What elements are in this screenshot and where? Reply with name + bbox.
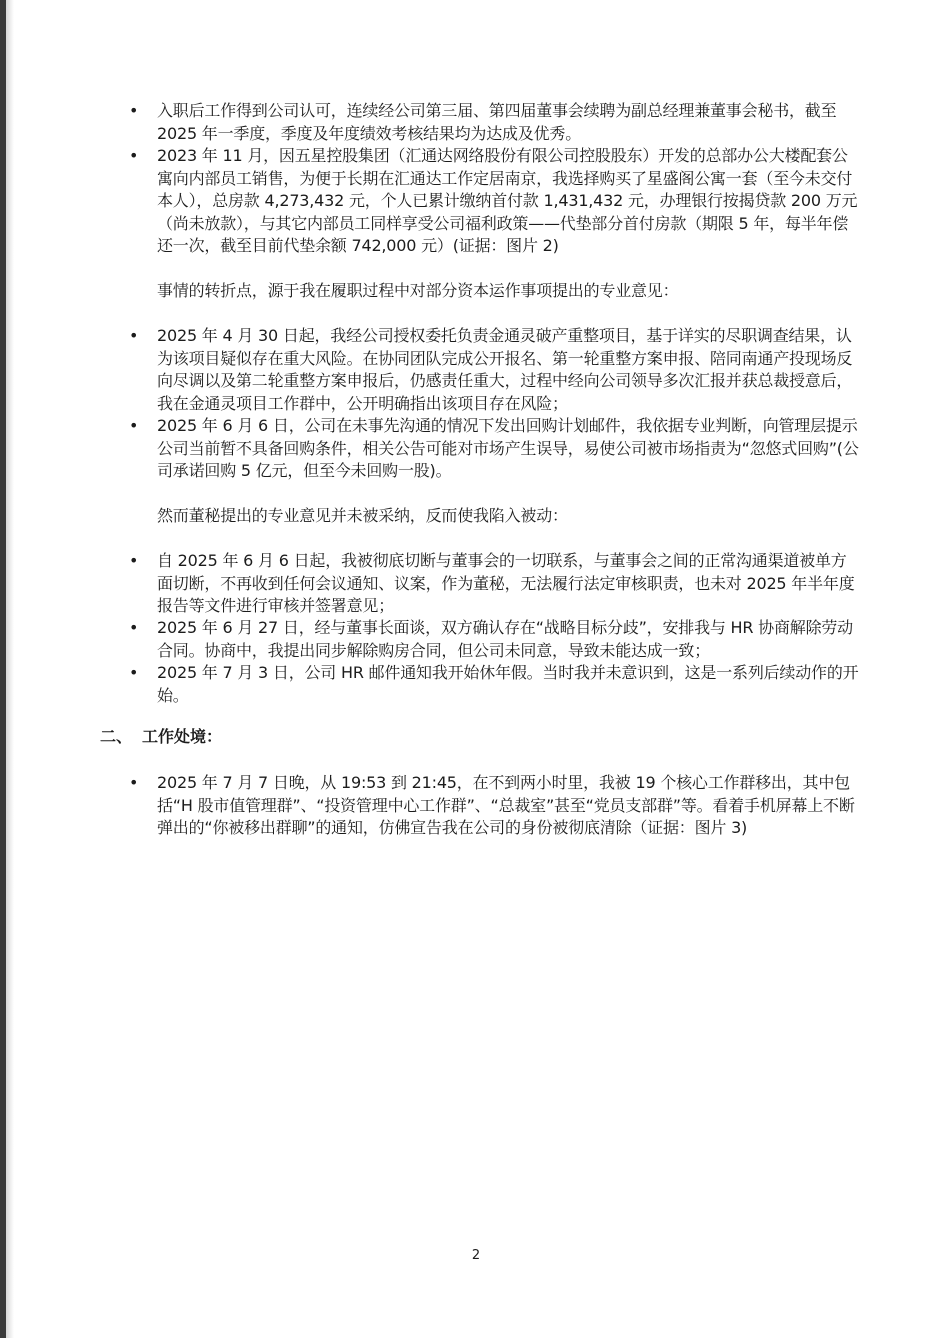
bullet-icon: • <box>129 663 139 682</box>
section-number: 二、 <box>100 727 133 746</box>
list-item <box>129 100 862 145</box>
section-heading <box>100 726 222 748</box>
list-item <box>129 662 862 707</box>
list-item-text: 入职后工作得到公司认可，连续经公司第三届、第四届董事会续聘为副总经理兼董事会秘书，截至 2025 年一季度，季度及年度绩效考核结果均为达成及优秀。 <box>157 101 837 143</box>
page-shadow <box>6 0 14 1338</box>
list-item <box>129 617 862 662</box>
section-title: 工作处境： <box>142 727 223 746</box>
list-item-text: 2025 年 7 月 3 日，公司 HR 邮件通知我开始休年假。当时我并未意识到，这是一系列后续动作的开始。 <box>157 663 859 705</box>
bullet-icon: • <box>129 618 139 637</box>
list-item-text: 2025 年 6 月 27 日，经与董事长面谈，双方确认存在“战略目标分歧”，安排我与 HR 协商解除劳动合同。协商中，我提出同步解除购房合同，但公司未同意，导致未能达成一致； <box>157 618 853 660</box>
list-item-text: 2025 年 7 月 7 日晚，从 19:53 到 21:45，在不到两小时里，我被 19 个核心工作群移出，其中包括“H 股市值管理群”、“投资管理中心工作群”、“总裁室”甚至“党员支部群”等。看着手机屏幕上不断弹出的“你被移出群聊”的通知，仿佛宣告我在公司的身份被彻底清除（证据：图片 3) <box>157 773 855 837</box>
bullet-icon: • <box>129 326 139 345</box>
list-item <box>129 550 862 618</box>
list-item-text: 2025 年 4 月 30 日起，我经公司授权委托负责金通灵破产重整项目，基于详实的尽职调查结果，认为该项目疑似存在重大风险。在协同团队完成公开报名、第一轮重整方案申报、陪同南通产投现场反向尽调以及第二轮重整方案申报后，仍感责任重大，过程中经向公司领导多次汇报并获总裁授意后，我在金通灵项目工作群中，公开明确指出该项目存在风险； <box>157 326 853 413</box>
list-item-text: 2023 年 11 月，因五星控股集团（汇通达网络股份有限公司控股股东）开发的总部办公大楼配套公寓向内部员工销售，为便于长期在汇通达工作定居南京，我选择购买了星盛阁公寓一套（至今未交付本人），总房款 4,273,432 元，个人已累计缴纳首付款 1,431,432 元，办理银行按揭贷款 200 万元（尚未放款），与其它内部员工同样享受公司福利政策——代垫部分首付房款（期限 5 年，每半年偿还一次，截至目前代垫余额 742,000 元）(证据：图片 2) <box>157 146 858 255</box>
page-number: 2 <box>471 1248 481 1263</box>
list-item <box>129 145 862 258</box>
list-item-text: 2025 年 6 月 6 日，公司在未事先沟通的情况下发出回购计划邮件，我依据专业判断，向管理层提示公司当前暂不具备回购条件，相关公告可能对市场产生误导，易使公司被市场指责为“忽悠式回购”(公司承诺回购 5 亿元，但至今未回购一股)。 <box>157 416 859 480</box>
bullet-icon: • <box>129 146 139 165</box>
bullet-icon: • <box>129 416 139 435</box>
bullet-icon: • <box>129 551 139 570</box>
paragraph-not-adopted: 然而董秘提出的专业意见并未被采纳，反而使我陷入被动： <box>157 506 568 525</box>
list-item <box>129 325 862 415</box>
list-item <box>129 772 862 840</box>
list-item <box>129 415 862 483</box>
bullet-icon: • <box>129 101 139 120</box>
list-item-text: 自 2025 年 6 月 6 日起，我被彻底切断与董事会的一切联系，与董事会之间的正常沟通渠道被单方面切断，不再收到任何会议通知、议案，作为董秘，无法履行法定审核职责，也未对 2025 年半年度报告等文件进行审核并签署意见； <box>157 551 855 615</box>
paragraph-turning-point: 事情的转折点，源于我在履职过程中对部分资本运作事项提出的专业意见： <box>157 281 679 300</box>
bullet-icon: • <box>129 773 139 792</box>
